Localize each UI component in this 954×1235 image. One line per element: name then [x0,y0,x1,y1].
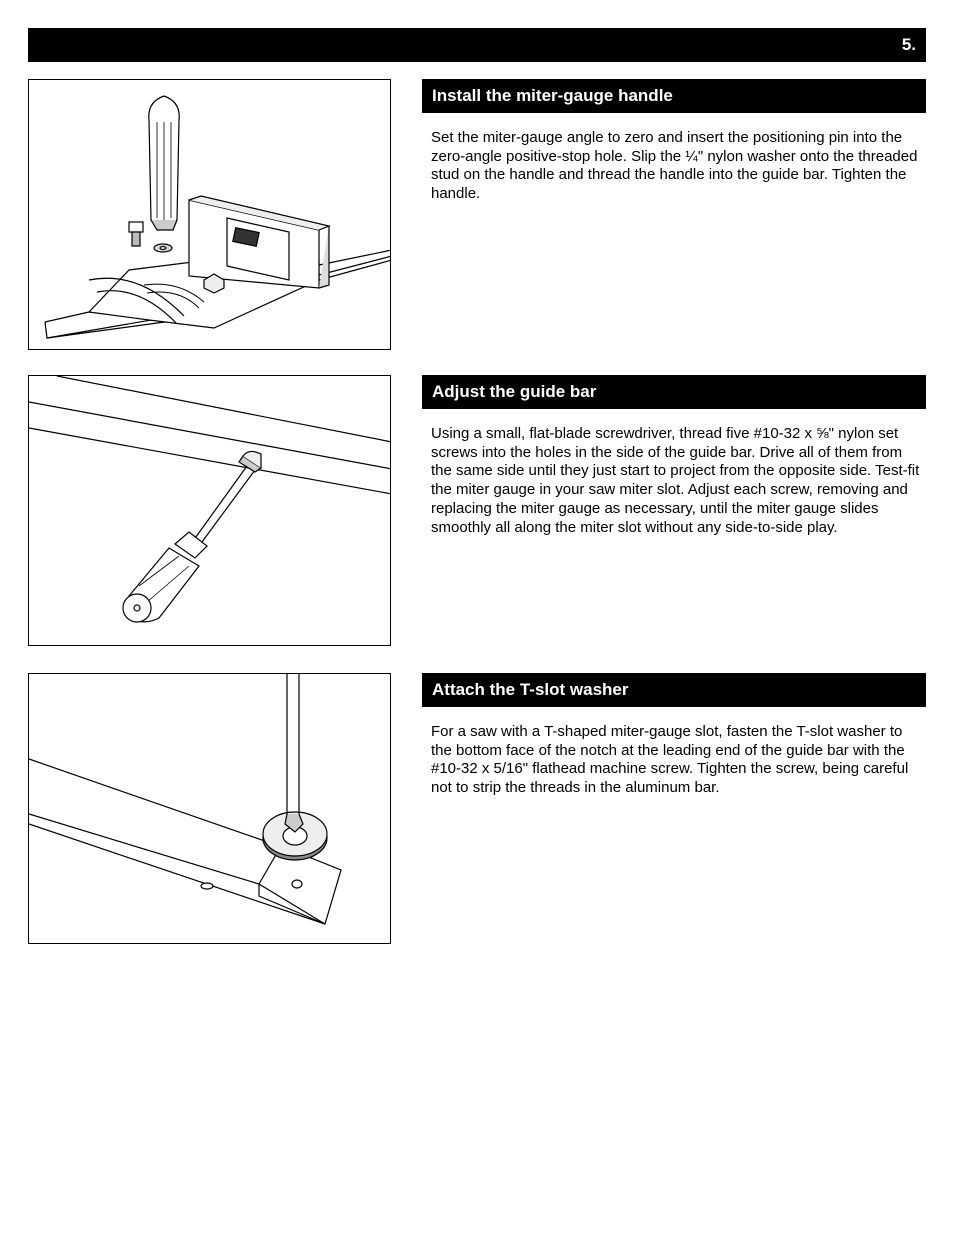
guide-bar-figure [28,375,391,646]
section-body-attach-washer: For a saw with a T-shaped miter-gauge slot, fasten the T-slot washer to the bottom face of the notch at the leading end of the guide bar with the #10-32 x 5/16" flathead machine screw. Tighten the screw, being careful not to strip the threads in the aluminum bar. [431,723,909,797]
page-header-bar [28,28,926,62]
miter-gauge-handle-figure [28,79,391,350]
section-title-install-handle: Install the miter-gauge handle [422,79,926,113]
section-body-install-handle: Set the miter-gauge angle to zero and insert the positioning pin into the zero-angle positive-stop hole. Slip the ¼" nylon washer onto the threaded stud on the handle and thread the handle into the guide bar. Tighten the handle. [431,129,918,203]
t-slot-washer-figure [28,673,391,944]
miter-gauge-handle-illustration [29,80,391,350]
page-number: 5. [901,35,916,54]
screwdriver-guide-bar-illustration [29,376,391,646]
section-body-adjust-guide-bar: Using a small, flat-blade screwdriver, thread five #10-32 x ⅝" nylon set screws into the holes in the side of the guide bar. Drive all of them from the same side until they just start to project from the opposite side. Test-fit the miter gauge in your saw miter slot. Adjust each screw, removing and replacing the miter gauge as necessary, until the miter gauge slides smoothly all along the miter slot without any side-to-side play. [431,425,920,536]
section-title-adjust-guide-bar: Adjust the guide bar [422,375,926,409]
section-title-attach-washer: Attach the T-slot washer [422,673,926,707]
t-slot-washer-illustration [29,674,391,944]
